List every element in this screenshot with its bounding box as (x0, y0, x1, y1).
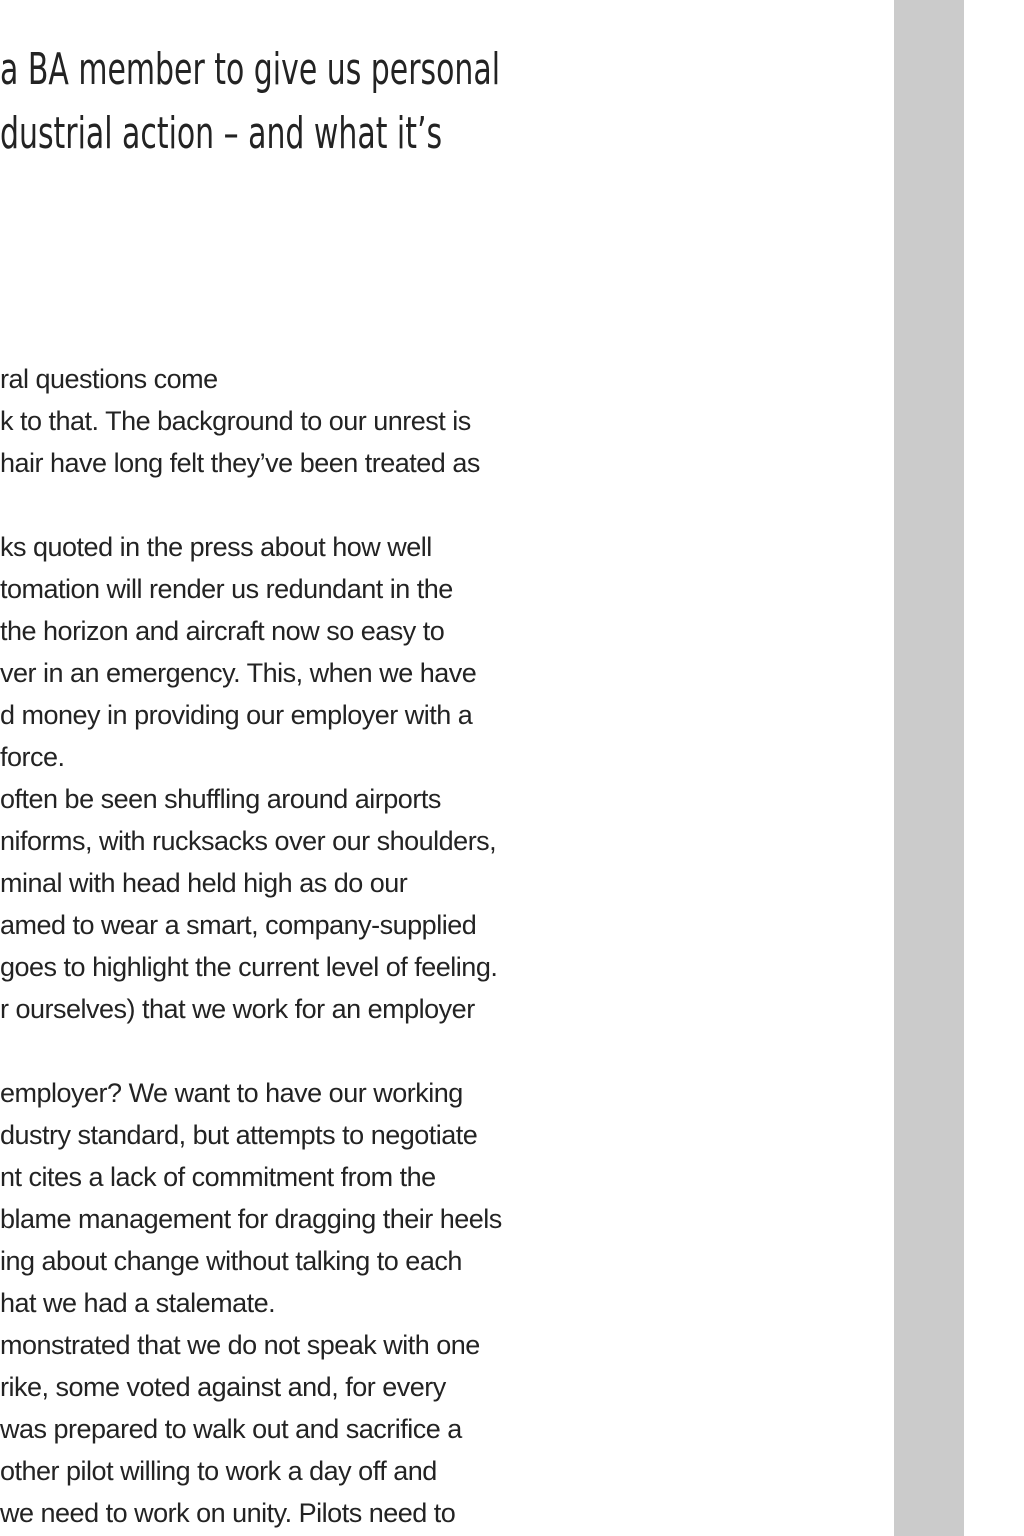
body-line: often be seen shuffling around airports (0, 784, 441, 814)
body-line: blame management for dragging their heels (0, 1204, 502, 1234)
headline-line-1: a BA member to give us personal (0, 44, 501, 95)
body-line: tomation will render us redundant in the (0, 574, 453, 604)
headline-line-2: dustrial action – and what it’s (0, 108, 443, 159)
article-body (0, 358, 890, 1534)
body-line: hat we had a stalemate. (0, 1288, 276, 1318)
body-line: d money in providing our employer with a (0, 700, 473, 730)
paragraph-gap (0, 484, 890, 526)
body-line: ing about change without talking to each (0, 1246, 462, 1276)
body-line: ral questions come (0, 364, 218, 394)
body-line: nt cites a lack of commitment from the (0, 1162, 436, 1192)
body-line: we need to work on unity. Pilots need to (0, 1498, 456, 1528)
body-line: employer? We want to have our working (0, 1078, 463, 1108)
body-line: force. (0, 742, 65, 772)
body-line: rike, some voted against and, for every (0, 1372, 446, 1402)
body-line: hair have long felt they’ve been treated as (0, 448, 480, 478)
body-line: amed to wear a smart, company-supplied (0, 910, 477, 940)
body-line: the horizon and aircraft now so easy to (0, 616, 445, 646)
paragraph-gap (0, 1030, 890, 1072)
body-line: niforms, with rucksacks over our shoulders, (0, 826, 497, 856)
body-line: minal with head held high as do our (0, 868, 408, 898)
page-edge-bar (894, 0, 964, 1536)
body-line: r ourselves) that we work for an employer (0, 994, 475, 1024)
body-line: ks quoted in the press about how well (0, 532, 432, 562)
body-line: dustry standard, but attempts to negotiate (0, 1120, 478, 1150)
body-line: goes to highlight the current level of feeling. (0, 952, 498, 982)
body-line: other pilot willing to work a day off and (0, 1456, 437, 1486)
body-line: monstrated that we do not speak with one (0, 1330, 480, 1360)
body-line: ver in an emergency. This, when we have (0, 658, 477, 688)
body-line: k to that. The background to our unrest is (0, 406, 471, 436)
body-line: was prepared to walk out and sacrifice a (0, 1414, 462, 1444)
